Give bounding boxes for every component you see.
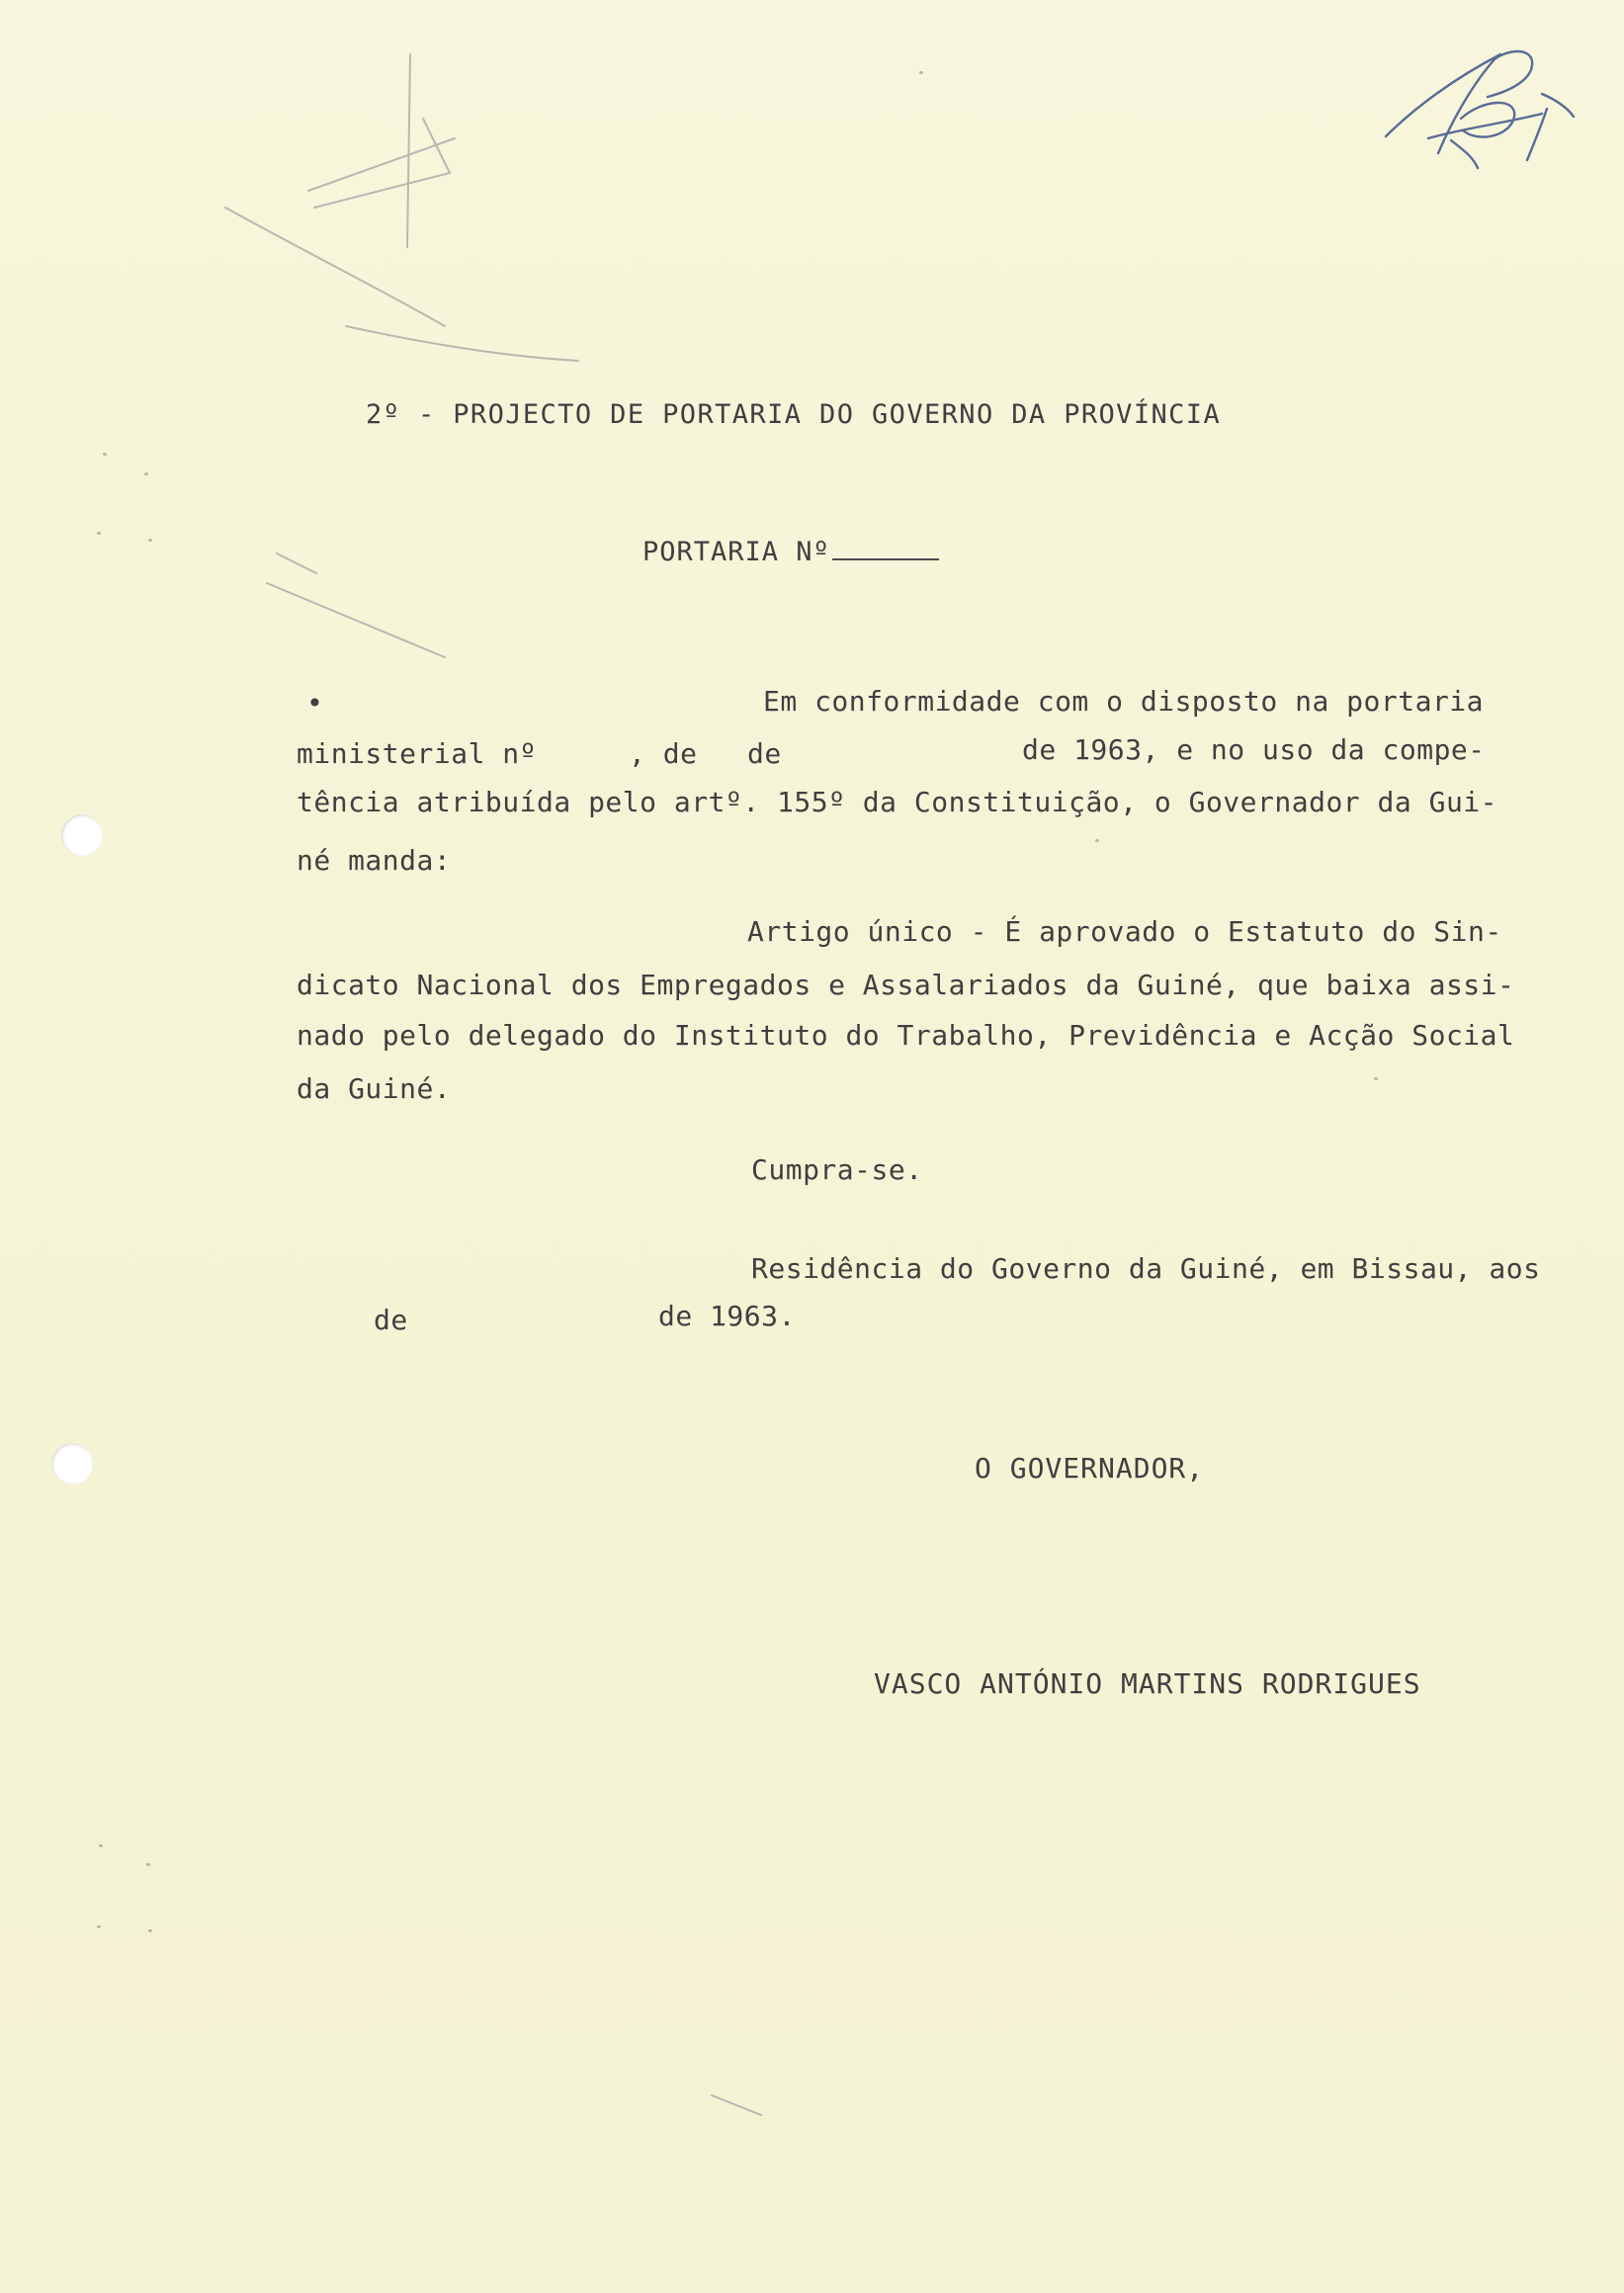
residence-line1: Residência do Governo da Guiné, em Bissau, aos [751,1252,1541,1285]
residence-line2-part-a: de [374,1304,408,1336]
portaria-number-blank [832,558,939,560]
signatory-title: O GOVERNADOR, [975,1452,1205,1485]
portaria-label-text: PORTARIA Nº [642,537,830,567]
paragraph1-line2-part-b: , de [629,737,698,770]
paper-speck [99,1844,103,1847]
paper-speck [144,472,148,475]
paragraph1-line2-part-d: de 1963, e no uso da compe- [1022,733,1486,766]
paragraph1-line3: tência atribuída pelo artº. 155º da Constituição, o Governador da Gui- [297,786,1498,818]
paragraph1-line1: Em conformidade com o disposto na portaria [763,685,1485,718]
article-line4: da Guiné. [297,1072,452,1105]
paper-speck [148,539,152,542]
paragraph1-line2-part-a: ministerial nº [297,737,538,770]
paper-speck [148,1929,152,1932]
paper-speck [146,1863,150,1866]
punch-hole [51,1443,93,1485]
paper-speck [97,1925,101,1928]
article-line1: Artigo único - É aprovado o Estatuto do Sin- [747,915,1502,948]
residence-line2-part-b: de 1963. [658,1300,796,1332]
document-heading: 2º - PROJECTO DE PORTARIA DO GOVERNO DA PROVÍNCIA [366,399,1222,430]
article-line3: nado pelo delegado do Instituto do Trabalho, Previdência e Acção Social [297,1019,1515,1052]
closing-formula: Cumpra-se. [751,1153,923,1186]
portaria-number-label [642,539,939,565]
article-line2: dicato Nacional dos Empregados e Assalariados da Guiné, que baixa assi- [297,969,1515,1001]
paper-speck [1095,839,1099,842]
paper-speck [103,453,107,456]
paper-speck [919,71,923,74]
paragraph1-line2-part-c: de [747,737,782,770]
signatory-name: VASCO ANTÓNIO MARTINS RODRIGUES [874,1667,1421,1700]
punch-hole [61,814,103,856]
paper-speck [1374,1077,1378,1080]
paragraph1-line4: né manda: [297,844,452,877]
paper-speck [97,532,101,535]
paragraph-mark: • [306,687,324,720]
